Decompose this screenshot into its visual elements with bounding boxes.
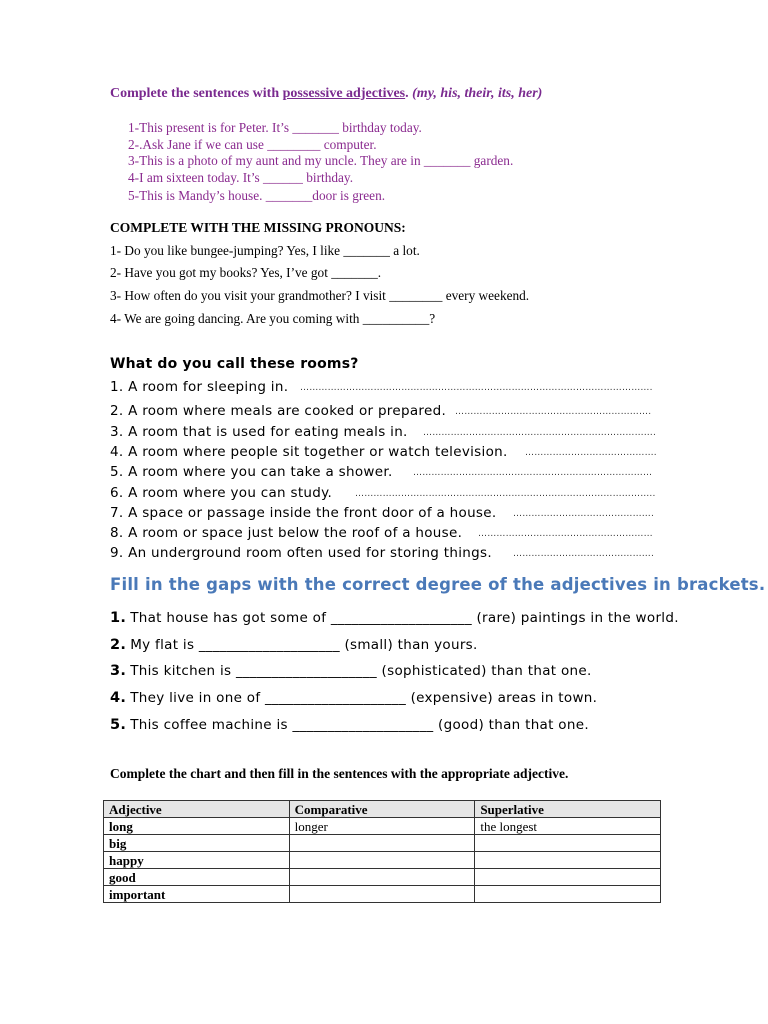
chart-instructions-title: Complete the chart and then fill in the sentences with the appropriate adjective. <box>110 766 569 781</box>
pronoun-sentence-4: 4- We are going dancing. Are you coming with __________? <box>110 311 436 326</box>
comparative-cell[interactable]: longer <box>289 818 475 835</box>
degree-number: 3. <box>110 663 127 679</box>
degree-sentence-1 <box>110 610 679 626</box>
title-italic-hint: (my, his, their, its, her) <box>408 86 543 101</box>
answer-dots-8: ………………………………………………… <box>478 529 653 539</box>
answer-dots-4: ……………………………………. <box>525 448 657 458</box>
answer-dots-5: …………………………………………………………………… <box>413 468 653 478</box>
degree-sentence-5 <box>110 717 589 733</box>
possessive-sentence-5: 5-This is Mandy’s house. _______door is green. <box>128 188 386 203</box>
room-question-5: 5. A room where you can take a shower. <box>110 464 393 480</box>
header-comparative: Comparative <box>289 801 475 818</box>
comparative-cell[interactable] <box>289 852 475 869</box>
comparative-cell[interactable] <box>289 869 475 886</box>
answer-dots-6: …………………………………………………………………………………….. <box>355 489 656 499</box>
degree-sentence-4 <box>110 690 597 706</box>
degree-number: 2. <box>110 637 127 653</box>
header-superlative: Superlative <box>475 801 661 818</box>
title-dot: . <box>405 86 409 101</box>
degree-text: This coffee machine is ____________________ (good) than that one. <box>130 717 589 733</box>
degree-text: My flat is ____________________ (small) than yours. <box>130 637 478 653</box>
possessive-sentence-3: 3-This is a photo of my aunt and my uncle. They are in _______ garden. <box>128 153 514 168</box>
table-row <box>104 869 661 886</box>
degree-sentence-3 <box>110 663 592 679</box>
degree-number: 5. <box>110 717 127 733</box>
room-question-1: 1. A room for sleeping in. <box>110 379 289 395</box>
superlative-cell[interactable] <box>475 869 661 886</box>
answer-dots-7: ………………………………………. <box>513 509 655 519</box>
degree-text: This kitchen is ____________________ (sophisticated) than that one. <box>130 663 592 679</box>
superlative-cell[interactable] <box>475 886 661 903</box>
possessive-sentence-1: 1-This present is for Peter. It’s _______ birthday today. <box>128 120 422 135</box>
table-row <box>104 852 661 869</box>
pronoun-sentence-2: 2- Have you got my books? Yes, I’ve got _______. <box>110 265 382 280</box>
missing-pronouns-title: COMPLETE WITH THE MISSING PRONOUNS: <box>110 220 406 235</box>
adjective-chart-table <box>103 800 661 903</box>
answer-dots-1: ……………………………………………………………………………………………………. <box>300 383 653 393</box>
adjective-cell: important <box>104 886 290 903</box>
possessive-adjectives-title <box>110 86 542 102</box>
superlative-cell[interactable] <box>475 852 661 869</box>
superlative-cell[interactable]: the longest <box>475 818 661 835</box>
table-row <box>104 835 661 852</box>
room-question-9: 9. An underground room often used for storing things. <box>110 545 492 561</box>
answer-dots-3: …………………………………………………………………. <box>423 428 657 438</box>
rooms-title: What do you call these rooms? <box>110 356 359 372</box>
table-header-row <box>104 801 661 818</box>
adjective-cell: good <box>104 869 290 886</box>
pronoun-sentence-1: 1- Do you like bungee-jumping? Yes, I like _______ a lot. <box>110 243 420 258</box>
room-question-2: 2. A room where meals are cooked or prepared. <box>110 403 447 419</box>
adjective-cell: big <box>104 835 290 852</box>
header-adjective: Adjective <box>104 801 290 818</box>
possessive-sentence-4: 4-I am sixteen today. It’s ______ birthday. <box>128 170 354 185</box>
room-question-4: 4. A room where people sit together or watch television. <box>110 444 508 460</box>
comparative-cell[interactable] <box>289 886 475 903</box>
adjective-cell: happy <box>104 852 290 869</box>
degree-sentence-2 <box>110 637 478 653</box>
room-question-6: 6. A room where you can study. <box>110 485 333 501</box>
room-question-8: 8. A room or space just below the roof of a house. <box>110 525 463 541</box>
answer-dots-9: ………………………………………. <box>513 549 655 559</box>
title-underlined: possessive adjectives <box>282 86 406 101</box>
degree-text: They live in one of ____________________ (expensive) areas in town. <box>130 690 598 706</box>
comparative-cell[interactable] <box>289 835 475 852</box>
room-question-3: 3. A room that is used for eating meals in. <box>110 424 408 440</box>
adjective-degree-title: Fill in the gaps with the correct degree of the adjectives in brackets. <box>110 575 766 594</box>
adjective-cell: long <box>104 818 290 835</box>
degree-number: 1. <box>110 610 127 626</box>
table-row <box>104 886 661 903</box>
answer-dots-2: ………………………………………………………. <box>455 407 652 417</box>
superlative-cell[interactable] <box>475 835 661 852</box>
possessive-sentence-2: 2-.Ask Jane if we can use ________ computer. <box>128 137 377 152</box>
room-question-7: 7. A space or passage inside the front door of a house. <box>110 505 497 521</box>
pronoun-sentence-3: 3- How often do you visit your grandmother? I visit ________ every weekend. <box>110 288 530 303</box>
title-prefix: Complete the sentences with <box>110 86 283 101</box>
degree-number: 4. <box>110 690 127 706</box>
table-row <box>104 818 661 835</box>
degree-text: That house has got some of ____________________ (rare) paintings in the world. <box>130 610 679 626</box>
